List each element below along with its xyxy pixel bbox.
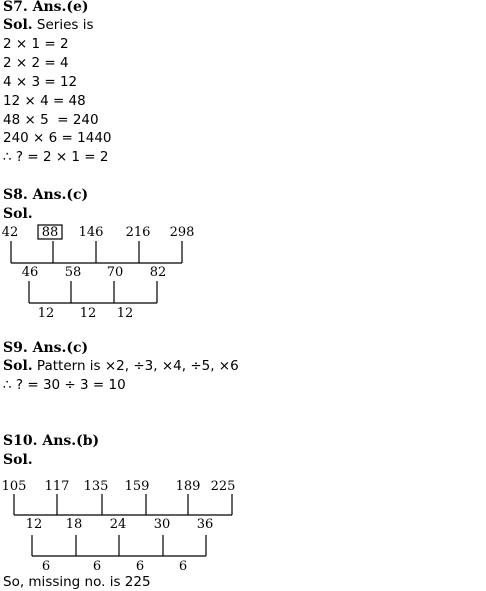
s10-conclusion: So, missing no. is 225 bbox=[3, 574, 151, 590]
s8-second-difference: 12 bbox=[116, 306, 134, 321]
s7-step-2: 2 × 2 = 4 bbox=[3, 55, 69, 71]
s10-term: 117 bbox=[44, 479, 70, 494]
s10-difference: 18 bbox=[65, 517, 83, 532]
s10-term: 189 bbox=[175, 479, 201, 494]
s7-sol-text: Series is bbox=[32, 17, 94, 33]
s10-difference-diagram bbox=[2, 479, 236, 574]
s8-second-difference: 12 bbox=[37, 306, 55, 321]
s7-sol-label: Sol. bbox=[3, 17, 33, 33]
s10-second-difference: 6 bbox=[178, 559, 188, 574]
s10-heading: S10. Ans.(b) bbox=[3, 433, 100, 449]
s8-difference: 82 bbox=[149, 265, 167, 280]
s10-term: 159 bbox=[124, 479, 150, 494]
s8-difference-diagram bbox=[2, 225, 195, 321]
s7-heading: S7. Ans.(e) bbox=[3, 0, 89, 15]
s10-second-difference: 6 bbox=[41, 559, 51, 574]
s10-term: 225 bbox=[210, 479, 236, 494]
s7-conclusion: ∴ ? = 2 × 1 = 2 bbox=[3, 149, 109, 165]
s10-term: 135 bbox=[83, 479, 109, 494]
s10-sol-label: Sol. bbox=[3, 452, 33, 468]
s10-second-difference: 6 bbox=[135, 559, 145, 574]
s8-difference: 46 bbox=[21, 265, 39, 280]
s10-difference: 30 bbox=[153, 517, 171, 532]
s9-heading: S9. Ans.(c) bbox=[3, 340, 89, 356]
s7-step-4: 12 × 4 = 48 bbox=[3, 93, 86, 109]
s7-step-6: 240 × 6 = 1440 bbox=[3, 130, 112, 146]
s8-term: 42 bbox=[1, 225, 19, 240]
s8-sol-label: Sol. bbox=[3, 206, 33, 222]
s8-second-difference: 12 bbox=[79, 306, 97, 321]
s9-sol-text: Pattern is ×2, ÷3, ×4, ÷5, ×6 bbox=[32, 358, 239, 374]
s8-term: 146 bbox=[78, 225, 104, 240]
s8-heading: S8. Ans.(c) bbox=[3, 187, 89, 203]
s10-difference: 36 bbox=[196, 517, 214, 532]
s9-sol-line bbox=[3, 357, 239, 375]
s10-term: 105 bbox=[1, 479, 27, 494]
s10-difference: 24 bbox=[109, 517, 127, 532]
s7-step-3: 4 × 3 = 12 bbox=[3, 74, 78, 90]
s10-second-difference: 6 bbox=[92, 559, 102, 574]
s10-difference: 12 bbox=[25, 517, 43, 532]
s7-step-1: 2 × 1 = 2 bbox=[3, 36, 69, 52]
s9-sol-label: Sol. bbox=[3, 358, 33, 374]
s8-term: 298 bbox=[169, 225, 195, 240]
s7-step-5: 48 × 5 = 240 bbox=[3, 112, 99, 128]
s8-difference: 58 bbox=[64, 265, 82, 280]
s9-conclusion: ∴ ? = 30 ÷ 3 = 10 bbox=[3, 377, 126, 393]
s8-difference: 70 bbox=[106, 265, 124, 280]
s8-term: 88 bbox=[41, 225, 59, 240]
s8-term: 216 bbox=[125, 225, 151, 240]
